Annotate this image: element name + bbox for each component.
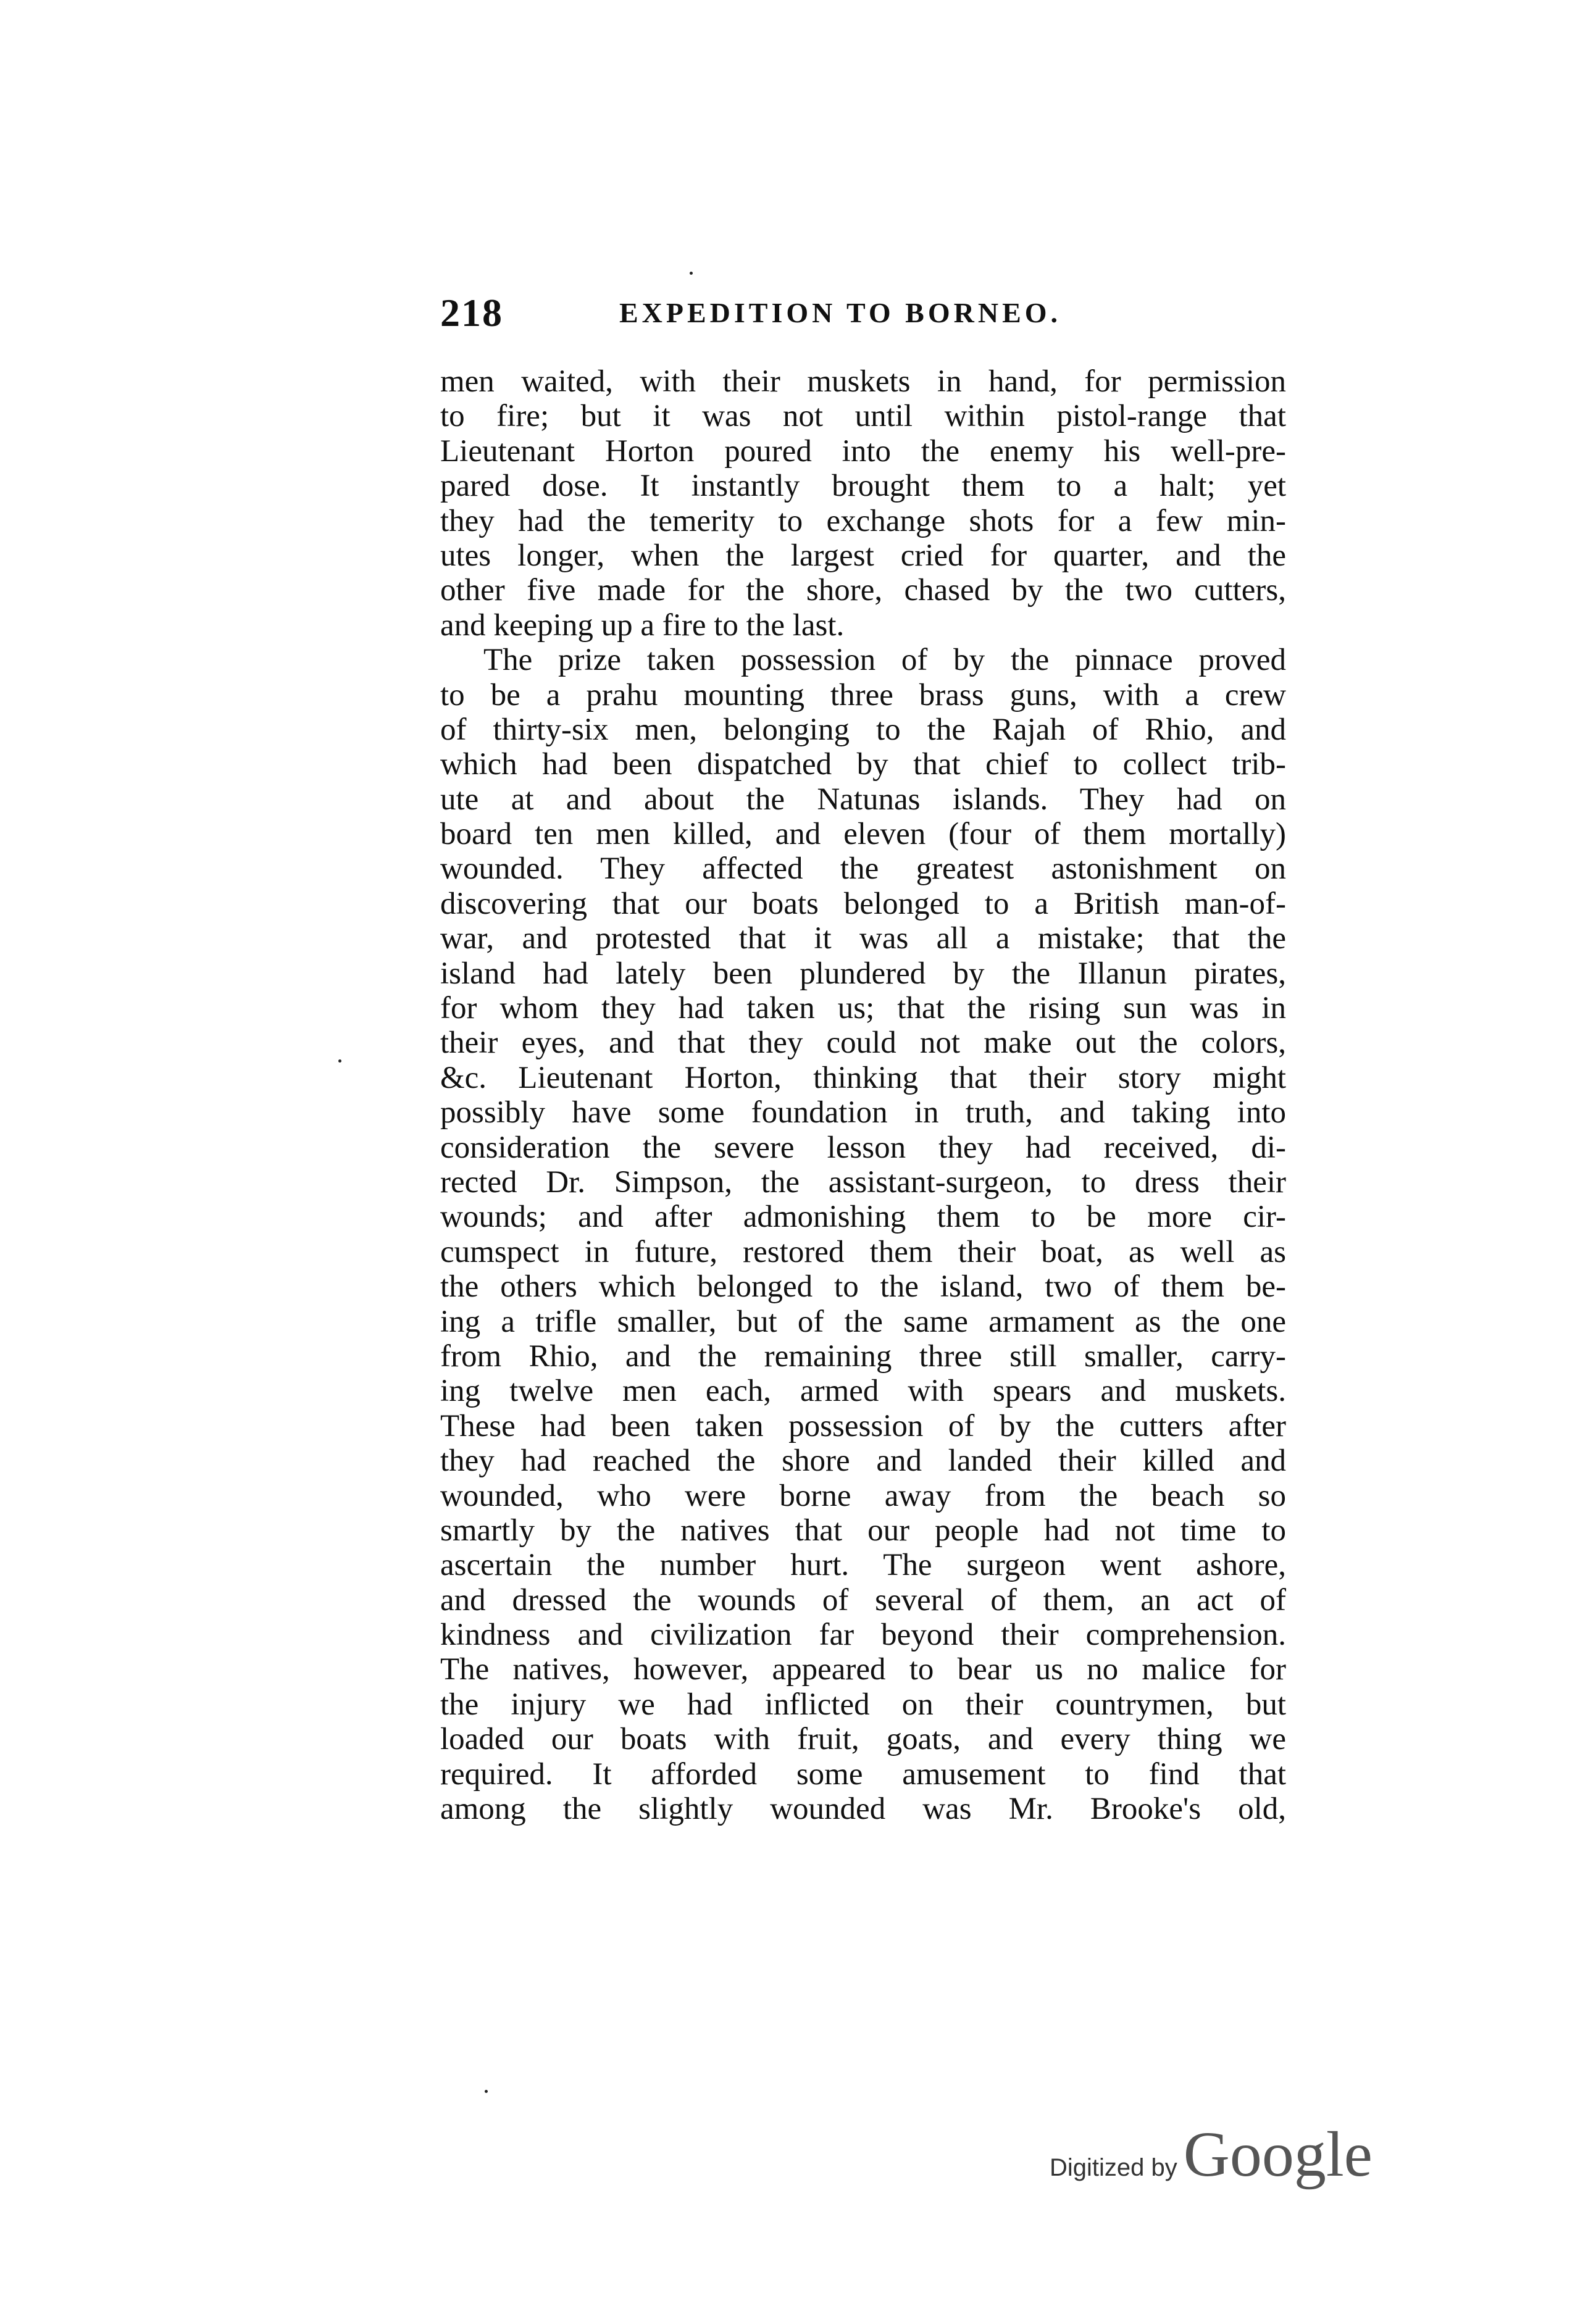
text-line: and keeping up a fire to the last. (440, 608, 845, 643)
text-line: from Rhio, and the remaining three still smaller, carry- (440, 1338, 1286, 1374)
text-line: possibly have some foundation in truth, and taking into (440, 1095, 1286, 1130)
text-line: which had been dispatched by that chief to collect trib- (440, 747, 1286, 782)
scan-speck (485, 2090, 488, 2093)
text-line: cumspect in future, restored them their boat, as well as (440, 1234, 1286, 1269)
text-line: loaded our boats with fruit, goats, and every thing we (440, 1722, 1286, 1757)
google-logo: Google (1183, 2119, 1372, 2190)
text-line: ing twelve men each, armed with spears and muskets. (440, 1374, 1286, 1409)
text-line: ascertain the number hurt. The surgeon went ashore, (440, 1548, 1286, 1583)
paragraph-1 (440, 364, 1286, 643)
text-line: the others which belonged to the island, two of them be- (440, 1269, 1286, 1305)
text-line: ing a trifle smaller, but of the same armament as the one (440, 1304, 1286, 1339)
text-line: Lieutenant Horton poured into the enemy his well-pre- (440, 433, 1286, 469)
text-line: These had been taken possession of by the cutters after (440, 1408, 1286, 1443)
text-line: The natives, however, appeared to bear us no malice for (440, 1652, 1286, 1687)
text-line: and dressed the wounds of several of them, an act of (440, 1582, 1286, 1618)
text-line: for whom they had taken us; that the rising sun was in (440, 991, 1286, 1026)
text-line: The prize taken possession of by the pinnace proved (483, 643, 1286, 678)
text-line: consideration the severe lesson they had received, di- (440, 1130, 1286, 1165)
scan-speck (690, 272, 693, 275)
text-line: wounded. They affected the greatest astonishment on (440, 851, 1286, 887)
text-line: the injury we had inflicted on their countrymen, but (440, 1687, 1286, 1722)
text-line: of thirty-six men, belonging to the Rajah of Rhio, and (440, 712, 1286, 747)
text-line: discovering that our boats belonged to a British man-of- (440, 886, 1286, 921)
text-line: men waited, with their muskets in hand, for permission (440, 364, 1286, 399)
digitized-by-label: Digitized by (1050, 2154, 1177, 2181)
page-header (440, 290, 1286, 333)
text-line: other five made for the shore, chased by the two cutters, (440, 573, 1286, 608)
text-line: &c. Lieutenant Horton, thinking that their story might (440, 1060, 1286, 1095)
text-line: required. It afforded some amusement to find that (440, 1756, 1286, 1792)
text-line: they had the temerity to exchange shots for a few min- (440, 503, 1286, 538)
text-line: pared dose. It instantly brought them to a halt; yet (440, 469, 1286, 504)
text-line: rected Dr. Simpson, the assistant-surgeon, to dress their (440, 1164, 1286, 1200)
text-line: to fire; but it was not until within pistol-range that (440, 399, 1286, 434)
text-line: war, and protested that it was all a mistake; that the (440, 921, 1286, 956)
text-line: to be a prahu mounting three brass guns, with a crew (440, 677, 1286, 712)
body-text (440, 364, 1286, 1826)
text-line: island had lately been plundered by the Illanun pirates, (440, 956, 1286, 991)
page-number: 218 (440, 291, 503, 335)
text-line: kindness and civilization far beyond their comprehension. (440, 1618, 1286, 1653)
running-head: EXPEDITION TO BORNEO. (619, 297, 1062, 328)
text-line: wounds; and after admonishing them to be more cir- (440, 1200, 1286, 1235)
text-line: their eyes, and that they could not make out the colors, (440, 1025, 1286, 1061)
paragraph-2 (440, 643, 1286, 1826)
digitized-by-google-watermark (1050, 2118, 1372, 2192)
text-line: utes longer, when the largest cried for quarter, and the (440, 538, 1286, 573)
text-line: ute at and about the Natunas islands. They had on (440, 782, 1286, 817)
text-line: they had reached the shore and landed their killed and (440, 1443, 1286, 1479)
text-line: among the slightly wounded was Mr. Brooke's old, (440, 1792, 1286, 1827)
scan-speck (338, 1059, 341, 1063)
text-line: board ten men killed, and eleven (four of them mortally) (440, 817, 1286, 852)
text-line: smartly by the natives that our people had not time to (440, 1513, 1286, 1548)
text-line: wounded, who were borne away from the beach so (440, 1478, 1286, 1513)
